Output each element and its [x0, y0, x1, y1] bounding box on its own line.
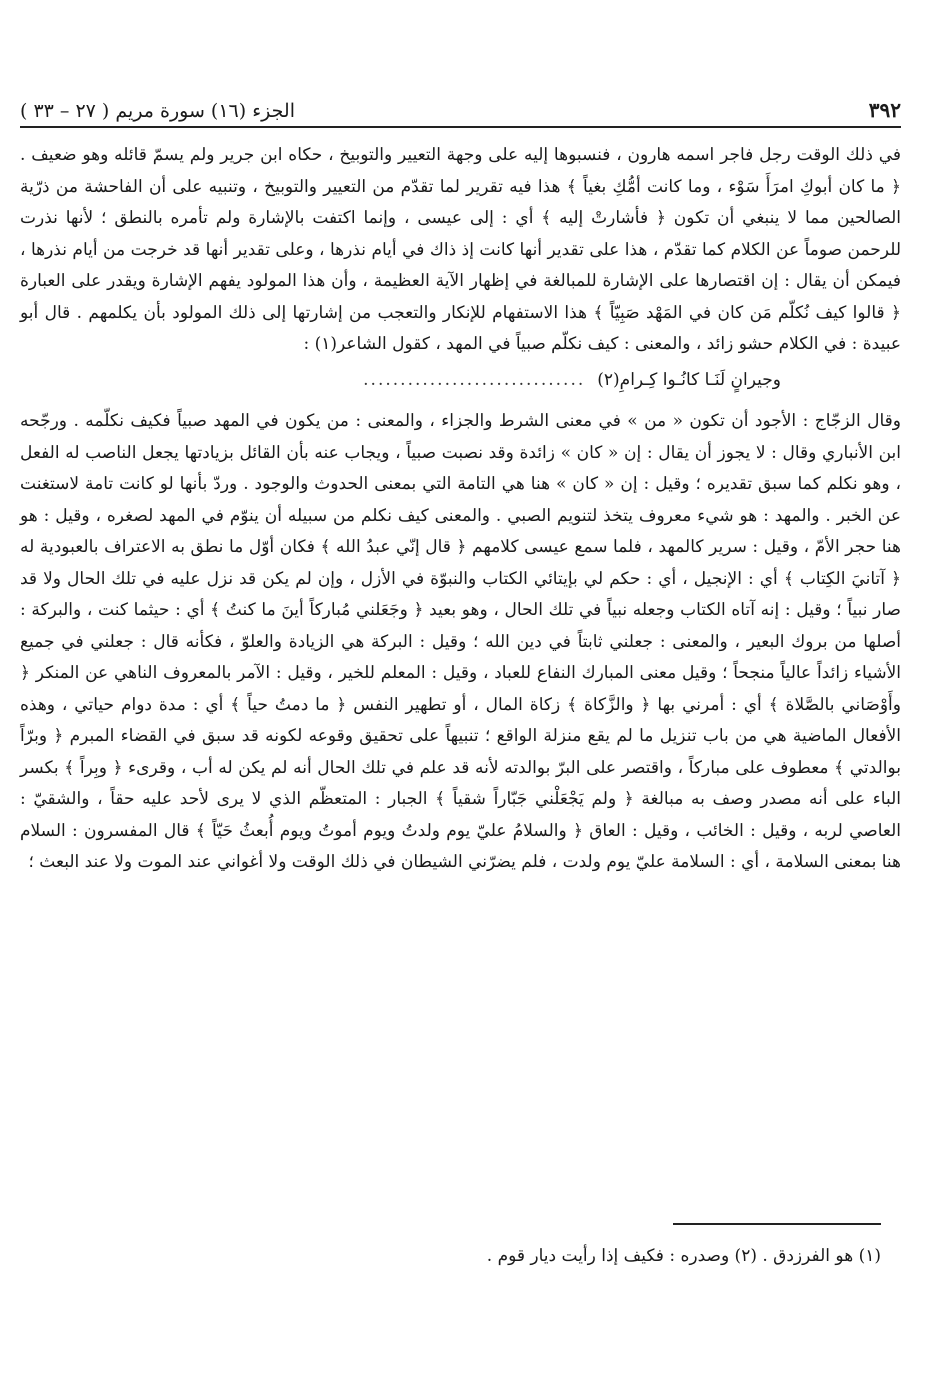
running-title: الجزء (١٦) سورة مريم ( ٢٧ – ٣٣ ) [20, 100, 295, 122]
verse-text: وجيرانٍ لَنَـا كانُـوا كِـرامِ(٢) [597, 369, 781, 390]
poetry-verse [20, 365, 901, 397]
footnotes: (١) هو الفرزدق . (٢) وصدره : فكيف إذا رأيت ديار قوم . [486, 1246, 881, 1266]
body-text [20, 140, 901, 879]
verse-ellipsis: .............................. [363, 369, 586, 390]
paragraph-1: في ذلك الوقت رجل فاجر اسمه هارون ، فنسبوها إليه على وجهة التعيير والتوبيخ ، حكاه ابن جرير ولم يسمّ قائله وهو ضعيف . ﴿ ما كان أبوكِ امرَأَ سَوْء ، وما كانت أمُّكِ بغياً ﴾ هذا فيه تقرير لما تقدّم من التعيير والتوبيخ ، وتنبيه على أن الفاحشة من ذرّية الصالحين مما لا ينبغي أن تكون ﴿ فأشارتْ إليه ﴾ أي : إلى عيسى ، وإنما اكتفت بالإشارة ولم تأمره بالنطق ؛ لأنها نذرت للرحمن صوماً عن الكلام كما تقدّم ، هذا على تقدير أنها كانت إذ ذاك في أيام نذرها ، وعلى تقدير أنها قد خرجت من أيام نذرها ، فيمكن أن يقال : إن اقتصارها على الإشارة للمبالغة في إظهار الآية العظيمة ، وأن هذا المولود يفهم الإشارة ويقدر على العبارة ﴿ قالوا كيف نُكلّم مَن كان في المَهْد صَبِيّاً ﴾ هذا الاستفهام للإنكار والتعجب من إشارتها إلى ذلك المولود بأن يكلمهم . قال أبو عبيدة : في الكلام حشو زائد ، والمعنى : كيف نكلّم صبياً في المهد ، كقول الشاعر(١) : [20, 145, 901, 354]
footnote-divider [673, 1223, 881, 1225]
page-header [20, 92, 901, 128]
page-number: ٣٩٢ [868, 98, 901, 122]
paragraph-2: وقال الزجّاج : الأجود أن تكون « من » في معنى الشرط والجزاء ، والمعنى : من يكون في المهد صبياً فكيف نكلّمه . ورجّحه ابن الأنباري وقال : لا يجوز أن يقال : إن « كان » زائدة وقد نصبت صبياً ، ويجاب عنه بأن القائل بزيادتها يجعل الناصب له الفعل ، وهو نكلم كما سبق تقديره ؛ وقيل : إن « كان » هنا هي التامة التي بمعنى الحدوث والوجود . وردّ بأنها لو كانت تامة لاستغنت عن الخبر . والمهد : هو شيء معروف يتخذ لتنويم الصبي . والمعنى كيف نكلم من سبيله أن ينوّم في المهد لصغره ، وقيل : هو هنا حجر الأمّ ، وقيل : سرير كالمهد ، فلما سمع عيسى كلامهم ﴿ قال إنّي عبدُ الله ﴾ فكان أوّل ما نطق به الاعتراف بالعبودية له ﴿ آتانيَ الكِتاب ﴾ أي : الإنجيل ، أي : حكم لي بإيتائي الكتاب والنبوّة في الأزل ، وإن لم يكن قد نزل عليه في تلك الحال ولا قد صار نبياً ؛ وقيل : إنه آتاه الكتاب وجعله نبياً في تلك الحال ، وهو بعيد ﴿ وجَعَلني مُباركاً أينَ ما كنتُ ﴾ أي : حيثما كنت ، والبركة : أصلها من بروك البعير ، والمعنى : جعلني ثابتاً في دين الله ؛ وقيل : البركة هي الزيادة والعلوّ ، فكأنه قال : جعلني في جميع الأشياء زائداً عالياً منجحاً ؛ وقيل معنى المبارك النفاع للعباد ، وقيل : المعلم للخير ، وقيل : الآمر بالمعروف الناهي عن المنكر ﴿ وأَوْصَاني بالصَّلاة ﴾ أي : أمرني بها ﴿ والزَّكاة ﴾ زكاة المال ، أو تطهير النفس ﴿ ما دمتُ حياً ﴾ أي : مدة دوام حياتي ، وهذه الأفعال الماضية هي من باب تنزيل ما لم يقع منزلة الواقع ؛ تنبيهاً على تحقيق وقوعه لكونه قد سبق في القضاء المبرم ﴿ وبرّاً بوالدتي ﴾ معطوف على مباركاً ، واقتصر على البرّ بوالدته لأنه قد علم في تلك الحال أنه لم يكن له أب ، وقرىء ﴿ وبِراً ﴾ بكسر الباء على أنه مصدر وصف به مبالغة ﴿ ولم يَجْعَلْني جَبّاراً شقياً ﴾ الجبار : المتعظّم الذي لا يرى لأحد عليه حقاً ، والشقيّ : العاصي لربه ، وقيل : الخائب ، وقيل : العاق ﴿ والسلامُ عليّ يوم ولدتُ ويوم أموتُ ويوم أُبعثُ حَيّاً ﴾ قال المفسرون : السلام هنا بمعنى السلامة ، أي : السلامة عليّ يوم ولدت ، فلم يضرّني الشيطان في ذلك الوقت ولا أغواني عند الموت ولا عند البعث ؛ [20, 411, 901, 872]
